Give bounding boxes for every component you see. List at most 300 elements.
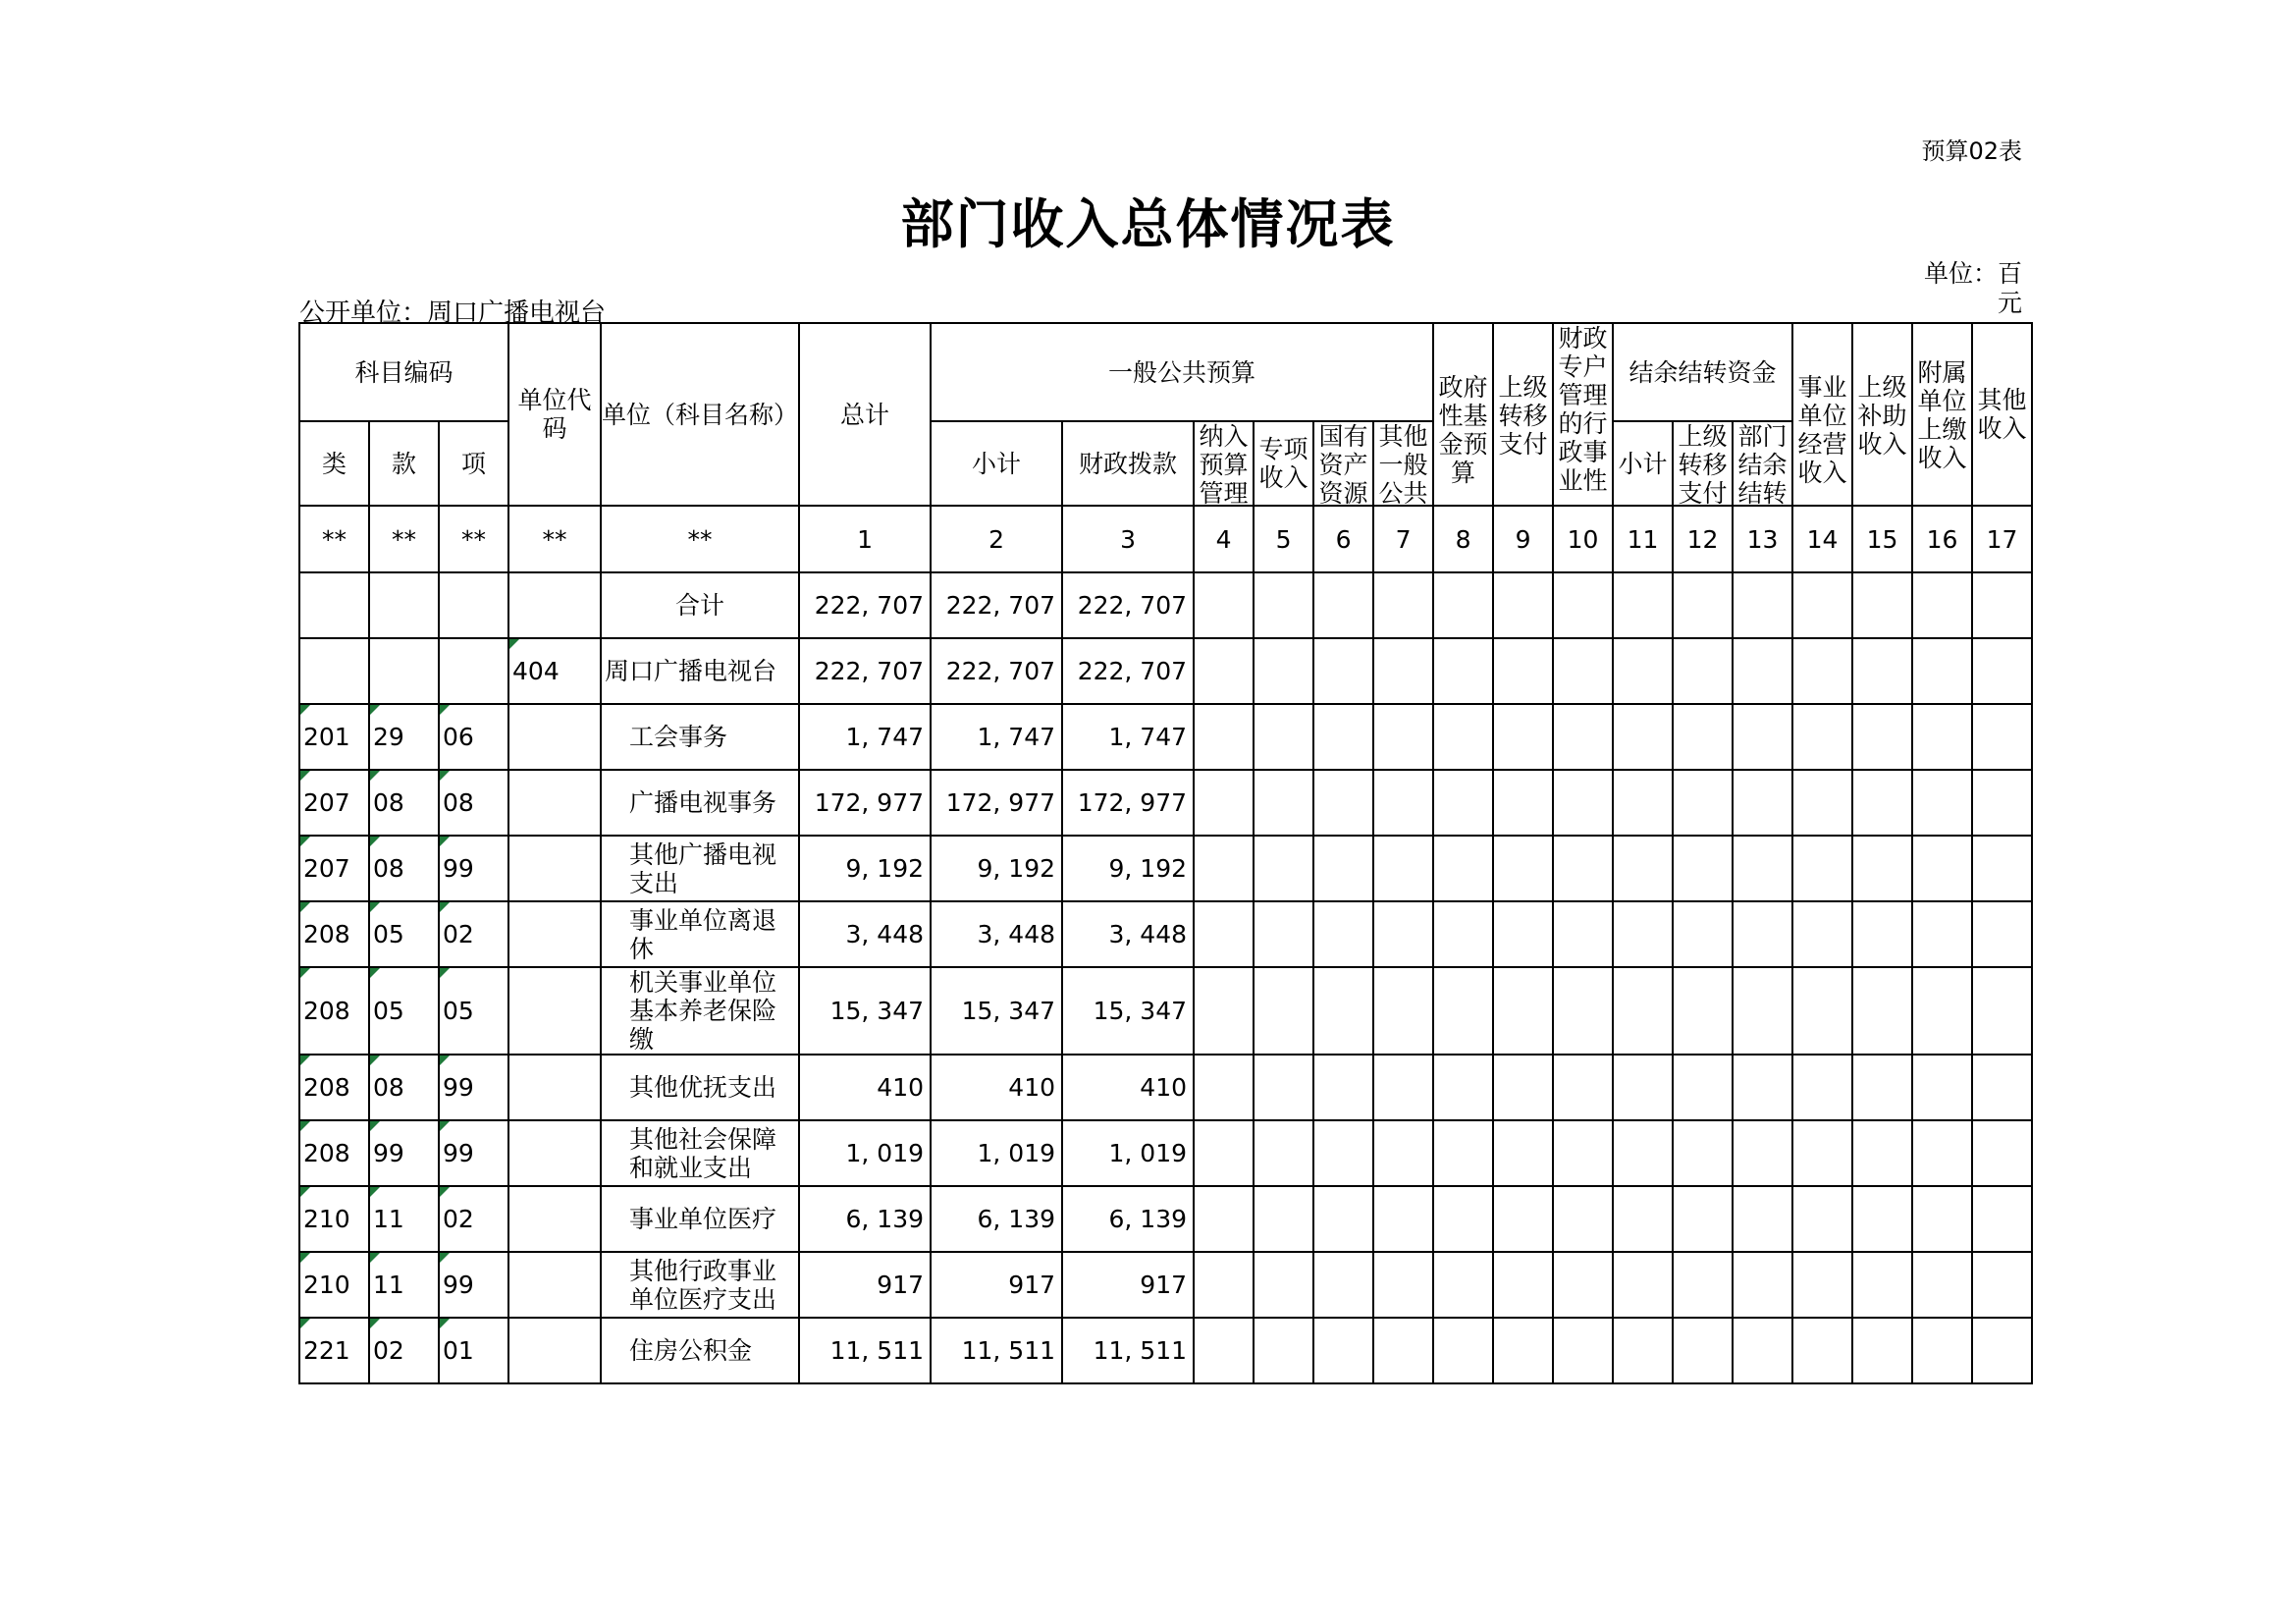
cell-empty (1194, 1055, 1254, 1120)
cell-empty (1852, 967, 1912, 1055)
cell-kuan: 05 (369, 967, 439, 1055)
cell-empty (1493, 1120, 1553, 1186)
cell-kuan: 99 (369, 1120, 439, 1186)
cell-subtotal: 1, 019 (931, 1120, 1062, 1186)
index-cell: 8 (1433, 506, 1493, 572)
cell-empty (1673, 967, 1733, 1055)
cell-total: 917 (799, 1252, 931, 1318)
cell-empty (1313, 1055, 1373, 1120)
header-unit-name (601, 323, 799, 506)
cell-empty (1613, 901, 1673, 967)
cell-code (508, 901, 601, 967)
index-cell: 17 (1972, 506, 2032, 572)
cell-empty (1373, 572, 1433, 638)
table-row (299, 1055, 2032, 1120)
cell-empty (1912, 1120, 1972, 1186)
cell-empty (1912, 836, 1972, 901)
header-total: 总计 (799, 323, 931, 506)
cell-xiang (439, 638, 508, 704)
cell-kuan: 08 (369, 836, 439, 901)
header-fiscal: 财政拨款 (1062, 421, 1194, 506)
header-kuan: 款 (369, 421, 439, 506)
cell-empty (1493, 1186, 1553, 1252)
cell-empty (1433, 638, 1493, 704)
cell-empty (1792, 901, 1852, 967)
cell-empty (1792, 967, 1852, 1055)
index-cell: 2 (931, 506, 1062, 572)
cell-empty (1972, 704, 2032, 770)
cell-empty (1433, 1318, 1493, 1383)
income-table (298, 322, 2033, 1384)
index-cell: 1 (799, 506, 931, 572)
table-row (299, 1186, 2032, 1252)
cell-empty (1852, 1252, 1912, 1318)
index-cell: 13 (1733, 506, 1792, 572)
cell-empty (1313, 704, 1373, 770)
cell-kuan (369, 572, 439, 638)
cell-empty (1792, 1055, 1852, 1120)
index-cell: ** (369, 506, 439, 572)
cell-code (508, 1186, 601, 1252)
cell-name: 机关事业单位基本养老保险缴 (601, 967, 799, 1055)
cell-code: 404 (508, 638, 601, 704)
header-col5 (1254, 421, 1313, 506)
cell-empty (1673, 836, 1733, 901)
header-col8-text: 政府性基金预算 (1438, 373, 1488, 487)
cell-empty (1433, 770, 1493, 836)
cell-fiscal: 15, 347 (1062, 967, 1194, 1055)
cell-empty (1553, 1120, 1613, 1186)
cell-empty (1493, 967, 1553, 1055)
form-code: 预算02表 (1921, 137, 2022, 165)
cell-empty (1373, 1120, 1433, 1186)
cell-subtotal: 222, 707 (931, 638, 1062, 704)
cell-code (508, 967, 601, 1055)
cell-code (508, 1252, 601, 1318)
cell-fiscal: 917 (1062, 1252, 1194, 1318)
cell-xiang: 02 (439, 1186, 508, 1252)
cell-xiang: 06 (439, 704, 508, 770)
cell-name: 周口广播电视台 (601, 638, 799, 704)
cell-empty (1613, 1186, 1673, 1252)
cell-name: 其他行政事业单位医疗支出 (601, 1252, 799, 1318)
index-cell: 10 (1553, 506, 1613, 572)
cell-empty (1313, 901, 1373, 967)
cell-empty (1553, 967, 1613, 1055)
cell-empty (1254, 704, 1313, 770)
cell-empty (1673, 901, 1733, 967)
cell-empty (1972, 1055, 2032, 1120)
cell-code (508, 1055, 601, 1120)
cell-empty (1373, 836, 1433, 901)
cell-kuan: 11 (369, 1186, 439, 1252)
cell-empty (1493, 1252, 1553, 1318)
cell-code (508, 1318, 601, 1383)
cell-empty (1792, 704, 1852, 770)
table-row (299, 704, 2032, 770)
header-col14-text: 事业单位经营收入 (1797, 373, 1847, 487)
cell-subtotal: 410 (931, 1055, 1062, 1120)
cell-lei: 208 (299, 901, 369, 967)
cell-fiscal: 172, 977 (1062, 770, 1194, 836)
cell-empty (1433, 1055, 1493, 1120)
cell-empty (1433, 704, 1493, 770)
cell-empty (1852, 1186, 1912, 1252)
cell-empty (1972, 1318, 2032, 1383)
cell-kuan: 05 (369, 901, 439, 967)
cell-empty (1194, 901, 1254, 967)
cell-empty (1373, 770, 1433, 836)
cell-empty (1613, 638, 1673, 704)
header-col5-text: 专项收入 (1258, 435, 1308, 492)
cell-subtotal: 222, 707 (931, 572, 1062, 638)
cell-empty (1493, 572, 1553, 638)
index-cell: 5 (1254, 506, 1313, 572)
cell-empty (1194, 1186, 1254, 1252)
cell-empty (1373, 1252, 1433, 1318)
table-row (299, 901, 2032, 967)
cell-empty (1792, 770, 1852, 836)
cell-empty (1852, 1318, 1912, 1383)
cell-empty (1254, 638, 1313, 704)
cell-xiang: 02 (439, 901, 508, 967)
cell-xiang: 99 (439, 1120, 508, 1186)
cell-lei: 201 (299, 704, 369, 770)
cell-empty (1613, 572, 1673, 638)
table-row (299, 1318, 2032, 1383)
header-col10-text: 财政专户管理的行政事业性 (1558, 324, 1608, 495)
cell-empty (1254, 1120, 1313, 1186)
cell-empty (1852, 770, 1912, 836)
cell-lei (299, 572, 369, 638)
table-row (299, 836, 2032, 901)
cell-empty (1613, 770, 1673, 836)
cell-empty (1194, 1318, 1254, 1383)
cell-empty (1613, 1318, 1673, 1383)
cell-empty (1194, 836, 1254, 901)
cell-subtotal: 917 (931, 1252, 1062, 1318)
cell-empty (1553, 1055, 1613, 1120)
cell-empty (1553, 901, 1613, 967)
cell-empty (1673, 1252, 1733, 1318)
cell-empty (1972, 1120, 2032, 1186)
cell-total: 1, 019 (799, 1120, 931, 1186)
cell-subtotal: 6, 139 (931, 1186, 1062, 1252)
cell-empty (1493, 1055, 1553, 1120)
cell-empty (1912, 770, 1972, 836)
cell-name: 其他社会保障和就业支出 (601, 1120, 799, 1186)
index-cell: 6 (1313, 506, 1373, 572)
cell-empty (1194, 704, 1254, 770)
cell-lei: 208 (299, 967, 369, 1055)
cell-empty (1733, 770, 1792, 836)
cell-empty (1912, 638, 1972, 704)
cell-kuan (369, 638, 439, 704)
cell-empty (1972, 901, 2032, 967)
cell-empty (1553, 1318, 1613, 1383)
table-header (299, 323, 2032, 506)
cell-empty (1313, 1252, 1373, 1318)
cell-empty (1673, 704, 1733, 770)
cell-empty (1194, 572, 1254, 638)
cell-name: 其他优抚支出 (601, 1055, 799, 1120)
header-col14 (1792, 323, 1852, 506)
cell-empty (1373, 1186, 1433, 1252)
cell-empty (1733, 1055, 1792, 1120)
cell-empty (1733, 1252, 1792, 1318)
cell-empty (1733, 704, 1792, 770)
header-col7 (1373, 421, 1433, 506)
cell-empty (1373, 704, 1433, 770)
header-col13 (1733, 421, 1792, 506)
cell-fiscal: 11, 511 (1062, 1318, 1194, 1383)
cell-empty (1852, 572, 1912, 638)
cell-lei: 207 (299, 836, 369, 901)
cell-lei: 208 (299, 1120, 369, 1186)
header-unit-code-text: 单位代码 (517, 386, 592, 443)
cell-empty (1792, 1120, 1852, 1186)
cell-empty (1433, 1252, 1493, 1318)
cell-empty (1553, 572, 1613, 638)
cell-empty (1194, 638, 1254, 704)
org-label: 公开单位：周口广播电视台 (299, 298, 607, 328)
cell-empty (1553, 1186, 1613, 1252)
cell-empty (1613, 836, 1673, 901)
cell-empty (1254, 1186, 1313, 1252)
cell-empty (1912, 1055, 1972, 1120)
cell-empty (1254, 572, 1313, 638)
cell-total: 15, 347 (799, 967, 931, 1055)
header-col16-text: 附属单位上缴收入 (1917, 358, 1967, 472)
cell-empty (1852, 1120, 1912, 1186)
cell-xiang: 99 (439, 1055, 508, 1120)
cell-total: 410 (799, 1055, 931, 1120)
cell-empty (1673, 638, 1733, 704)
cell-empty (1972, 967, 2032, 1055)
header-col6 (1313, 421, 1373, 506)
cell-empty (1733, 901, 1792, 967)
cell-empty (1194, 770, 1254, 836)
header-carryover: 结余结转资金 (1613, 323, 1792, 421)
cell-kuan: 29 (369, 704, 439, 770)
cell-empty (1493, 770, 1553, 836)
cell-empty (1433, 1186, 1493, 1252)
index-cell: ** (601, 506, 799, 572)
cell-lei: 221 (299, 1318, 369, 1383)
cell-empty (1493, 836, 1553, 901)
cell-empty (1792, 1318, 1852, 1383)
cell-kuan: 11 (369, 1252, 439, 1318)
header-col16 (1912, 323, 1972, 506)
cell-empty (1912, 1318, 1972, 1383)
cell-subtotal: 172, 977 (931, 770, 1062, 836)
cell-empty (1254, 967, 1313, 1055)
index-cell: 9 (1493, 506, 1553, 572)
cell-empty (1792, 1186, 1852, 1252)
cell-xiang: 08 (439, 770, 508, 836)
header-col7-text: 其他一般公共 (1378, 422, 1428, 508)
header-col15-text: 上级补助收入 (1857, 373, 1907, 459)
cell-empty (1313, 967, 1373, 1055)
cell-empty (1673, 1318, 1733, 1383)
cell-empty (1852, 901, 1912, 967)
cell-empty (1433, 967, 1493, 1055)
header-unit-code (508, 323, 601, 506)
cell-empty (1912, 704, 1972, 770)
cell-empty (1673, 1186, 1733, 1252)
cell-empty (1254, 1055, 1313, 1120)
cell-lei (299, 638, 369, 704)
cell-empty (1792, 638, 1852, 704)
cell-lei: 208 (299, 1055, 369, 1120)
cell-empty (1972, 836, 2032, 901)
cell-empty (1852, 638, 1912, 704)
cell-empty (1733, 1120, 1792, 1186)
cell-xiang (439, 572, 508, 638)
cell-lei: 210 (299, 1186, 369, 1252)
cell-empty (1792, 1252, 1852, 1318)
cell-empty (1254, 770, 1313, 836)
cell-xiang: 99 (439, 836, 508, 901)
cell-empty (1493, 704, 1553, 770)
cell-total: 222, 707 (799, 638, 931, 704)
cell-fiscal: 410 (1062, 1055, 1194, 1120)
cell-empty (1373, 638, 1433, 704)
cell-empty (1194, 967, 1254, 1055)
index-cell: 16 (1912, 506, 1972, 572)
cell-empty (1553, 638, 1613, 704)
cell-empty (1493, 1318, 1553, 1383)
header-col17 (1972, 323, 2032, 506)
cell-code (508, 704, 601, 770)
cell-kuan: 08 (369, 1055, 439, 1120)
cell-fiscal: 222, 707 (1062, 638, 1194, 704)
cell-code (508, 770, 601, 836)
header-xiang: 项 (439, 421, 508, 506)
cell-fiscal: 1, 019 (1062, 1120, 1194, 1186)
cell-empty (1254, 1318, 1313, 1383)
cell-lei: 210 (299, 1252, 369, 1318)
cell-empty (1733, 1186, 1792, 1252)
cell-xiang: 05 (439, 967, 508, 1055)
header-col17-text: 其他收入 (1977, 386, 2027, 443)
cell-subtotal: 11, 511 (931, 1318, 1062, 1383)
cell-empty (1852, 1055, 1912, 1120)
cell-empty (1313, 638, 1373, 704)
cell-empty (1792, 572, 1852, 638)
cell-empty (1912, 572, 1972, 638)
cell-empty (1373, 967, 1433, 1055)
cell-total: 172, 977 (799, 770, 931, 836)
cell-empty (1433, 901, 1493, 967)
cell-total: 3, 448 (799, 901, 931, 967)
table-row (299, 572, 2032, 638)
cell-empty (1254, 901, 1313, 967)
index-cell: ** (299, 506, 369, 572)
header-lei: 类 (299, 421, 369, 506)
header-col9 (1493, 323, 1553, 506)
cell-empty (1553, 704, 1613, 770)
cell-empty (1373, 1318, 1433, 1383)
cell-empty (1673, 1055, 1733, 1120)
table-row (299, 967, 2032, 1055)
table-row (299, 638, 2032, 704)
cell-xiang: 99 (439, 1252, 508, 1318)
header-col15 (1852, 323, 1912, 506)
header-col4 (1194, 421, 1254, 506)
cell-empty (1733, 836, 1792, 901)
cell-empty (1553, 770, 1613, 836)
header-col9-text: 上级转移支付 (1498, 373, 1548, 459)
cell-name: 事业单位离退休 (601, 901, 799, 967)
cell-fiscal: 3, 448 (1062, 901, 1194, 967)
cell-empty (1673, 572, 1733, 638)
cell-empty (1553, 836, 1613, 901)
cell-empty (1673, 1120, 1733, 1186)
cell-empty (1493, 638, 1553, 704)
header-col12-text: 上级转移支付 (1678, 422, 1728, 508)
cell-empty (1912, 901, 1972, 967)
cell-empty (1613, 967, 1673, 1055)
cell-empty (1972, 1252, 2032, 1318)
header-subtotal: 小计 (931, 421, 1062, 506)
cell-empty (1733, 1318, 1792, 1383)
header-col10 (1553, 323, 1613, 506)
cell-code (508, 836, 601, 901)
cell-kuan: 08 (369, 770, 439, 836)
cell-empty (1972, 770, 2032, 836)
cell-empty (1792, 836, 1852, 901)
index-cell: 12 (1673, 506, 1733, 572)
index-cell: 14 (1792, 506, 1852, 572)
header-col11 (1613, 421, 1673, 506)
cell-empty (1912, 1252, 1972, 1318)
cell-name: 广播电视事务 (601, 770, 799, 836)
cell-total: 222, 707 (799, 572, 931, 638)
cell-fiscal: 6, 139 (1062, 1186, 1194, 1252)
index-cell: ** (508, 506, 601, 572)
cell-empty (1313, 770, 1373, 836)
cell-total: 1, 747 (799, 704, 931, 770)
cell-empty (1733, 572, 1792, 638)
cell-empty (1313, 1120, 1373, 1186)
header-col12 (1673, 421, 1733, 506)
cell-total: 6, 139 (799, 1186, 931, 1252)
cell-empty (1972, 638, 2032, 704)
table-row (299, 770, 2032, 836)
cell-code (508, 572, 601, 638)
cell-empty (1613, 1055, 1673, 1120)
cell-empty (1254, 836, 1313, 901)
index-cell: ** (439, 506, 508, 572)
index-row (299, 506, 2032, 572)
cell-fiscal: 222, 707 (1062, 572, 1194, 638)
index-cell: 15 (1852, 506, 1912, 572)
cell-empty (1553, 1252, 1613, 1318)
header-col11-text: 小计 (1618, 449, 1668, 478)
cell-empty (1613, 1252, 1673, 1318)
cell-empty (1313, 1318, 1373, 1383)
cell-name: 工会事务 (601, 704, 799, 770)
table-body (299, 506, 2032, 1383)
cell-name: 住房公积金 (601, 1318, 799, 1383)
cell-empty (1313, 572, 1373, 638)
cell-empty (1613, 704, 1673, 770)
cell-name: 其他广播电视支出 (601, 836, 799, 901)
cell-empty (1373, 1055, 1433, 1120)
cell-name: 合计 (601, 572, 799, 638)
cell-empty (1972, 1186, 2032, 1252)
